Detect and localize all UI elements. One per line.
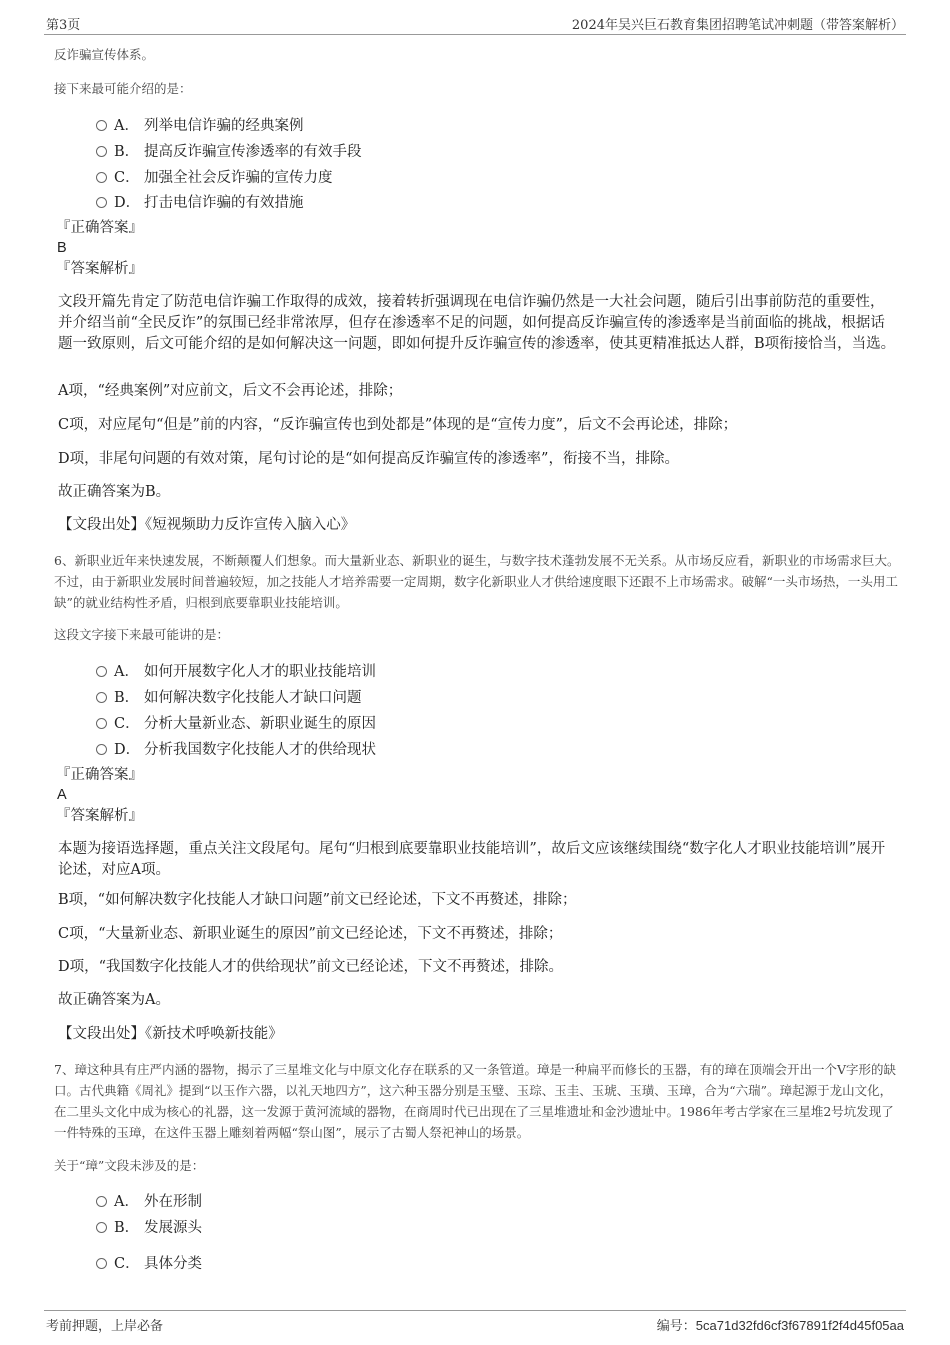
- q5-option-b[interactable]: B． 提高反诈骗宣传渗透率的有效手段: [96, 140, 362, 161]
- q6-answer: A: [57, 787, 67, 803]
- q6-analysis-label: 『答案解析』: [56, 808, 143, 824]
- q7-option-a[interactable]: A． 外在形制: [96, 1190, 202, 1211]
- q5-answer: B: [57, 240, 67, 256]
- footer-code-value: 5ca71d32fd6cf3f67891f2f4d45f05aa: [695, 1318, 904, 1333]
- radio-icon[interactable]: [96, 692, 107, 703]
- q6-analysis-d: D项，“我国数字化技能人才的供给现状”前文已经论述，下文不再赘述，排除。: [58, 959, 563, 975]
- radio-icon[interactable]: [96, 1258, 107, 1269]
- q5-question: 接下来最可能介绍的是：: [54, 81, 192, 96]
- q6-analysis-main: 本题为接语选择题，重点关注文段尾句。尾句“归根到底要靠职业技能培训”，故后文应该继续围绕“数字化人才职业技能培训”展开论述，对应A项。: [58, 841, 886, 878]
- radio-icon[interactable]: [96, 718, 107, 729]
- radio-icon[interactable]: [96, 1222, 107, 1233]
- radio-icon[interactable]: [96, 744, 107, 755]
- page-number: 第3页: [46, 18, 81, 33]
- q7-question: 关于“璋”文段未涉及的是：: [54, 1158, 205, 1173]
- q6-analysis-c: C项，“大量新业态、新职业诞生的原因”前文已经论述，下文不再赘述，排除；: [58, 926, 563, 942]
- radio-icon[interactable]: [96, 146, 107, 157]
- q6-analysis-b: B项，“如何解决数字化技能人才缺口问题”前文已经论述，下文不再赘述，排除；: [58, 892, 577, 908]
- q6-answer-label: 『正确答案』: [56, 767, 143, 783]
- q5-source: 【文段出处】《短视频助力反诈宣传入脑入心》: [58, 517, 356, 533]
- radio-icon[interactable]: [96, 1196, 107, 1207]
- q5-analysis-label: 『答案解析』: [56, 261, 143, 277]
- radio-icon[interactable]: [96, 120, 107, 131]
- page-footer: [44, 1310, 906, 1333]
- q5-analysis-a: A项，“经典案例”对应前文，后文不会再论述，排除；: [58, 383, 403, 399]
- q6-stem: 6、新职业近年来快速发展，不断颠覆人们想象。而大量新业态、新职业的诞生，与数字技术蓬勃发展不无关系。从市场反应看，新职业的市场需求巨大。不过，由于新职业发展时间普遍较短，加之技能人才培养需要一定周期，数字化新职业人才供给速度眼下还跟不上市场需求。破解“一头市场热，一头用工缺”的就业结构性矛盾，归根到底要靠职业技能培训。: [54, 553, 900, 610]
- q7-stem: 7、璋这种具有庄严内涵的器物，揭示了三星堆文化与中原文化存在联系的又一条管道。璋是一种扁平而修长的玉器，有的璋在顶端会开出一个V字形的缺口。古代典籍《周礼》提到“以玉作六器，以礼天地四方”，这六种玉器分别是玉璧、玉琮、玉圭、玉琥、玉璜、玉璋，合为“六瑞”。璋起源于龙山文化，在二里头文化中成为核心的礼器，这一发源于黄河流域的器物，在商周时代已出现在了三星堆遗址和金沙遗址中。1986年考古学家在三星堆2号坑发现了一件特殊的玉璋，在这件玉器上雕刻着两幅“祭山图”，展示了古蜀人祭祀神山的场景。: [54, 1062, 896, 1140]
- q6-option-c[interactable]: C． 分析大量新业态、新职业诞生的原因: [96, 712, 376, 733]
- footer-code-label: 编号：: [656, 1318, 696, 1333]
- q6-option-b[interactable]: B． 如何解决数字化技能人才缺口问题: [96, 686, 362, 707]
- q5-option-c[interactable]: C． 加强全社会反诈骗的宣传力度: [96, 166, 333, 187]
- page-header: [44, 14, 906, 35]
- q5-conclusion: 故正确答案为B。: [58, 484, 171, 500]
- q5-option-a[interactable]: A． 列举电信诈骗的经典案例: [96, 114, 304, 135]
- q6-source: 【文段出处】《新技术呼唤新技能》: [58, 1026, 283, 1042]
- q5-option-d[interactable]: D． 打击电信诈骗的有效措施: [96, 191, 304, 212]
- document-title: 2024年吴兴巨石教育集团招聘笔试冲刺题（带答案解析）: [571, 18, 904, 33]
- q7-option-b[interactable]: B． 发展源头: [96, 1216, 202, 1237]
- footer-slogan: 考前押题，上岸必备: [46, 1319, 164, 1334]
- q5-analysis-main: 文段开篇先肯定了防范电信诈骗工作取得的成效，接着转折强调现在电信诈骗仍然是一大社会问题，随后引出事前防范的重要性，并介绍当前“全民反诈”的氛围已经非常浓厚，但存在渗透率不足的问题，如何提高反诈骗宣传的渗透率是当前面临的挑战，根据话题一致原则，后文可能介绍的是如何解决这一问题，即如何提升反诈骗宣传的渗透率，使其更精准抵达人群，B项衔接恰当，当选。: [58, 294, 896, 352]
- q5-analysis-d: D项，非尾句问题的有效对策，尾句讨论的是“如何提高反诈骗宣传的渗透率”，衔接不当，排除。: [58, 451, 679, 467]
- q5-answer-label: 『正确答案』: [56, 220, 143, 236]
- q7-option-c[interactable]: C． 具体分类: [96, 1252, 202, 1273]
- q6-option-d[interactable]: D． 分析我国数字化技能人才的供给现状: [96, 738, 376, 759]
- q6-conclusion: 故正确答案为A。: [58, 992, 170, 1008]
- q5-analysis-c: C项，对应尾句“但是”前的内容，“反诈骗宣传也到处都是”体现的是“宣传力度”，后文不会再论述，排除；: [58, 417, 738, 433]
- radio-icon[interactable]: [96, 666, 107, 677]
- radio-icon[interactable]: [96, 172, 107, 183]
- q5-passage-tail: 反诈骗宣传体系。: [54, 47, 155, 62]
- footer-code: [657, 1315, 904, 1334]
- q6-option-a[interactable]: A． 如何开展数字化人才的职业技能培训: [96, 660, 376, 681]
- q6-question: 这段文字接下来最可能讲的是：: [54, 627, 230, 642]
- radio-icon[interactable]: [96, 197, 107, 208]
